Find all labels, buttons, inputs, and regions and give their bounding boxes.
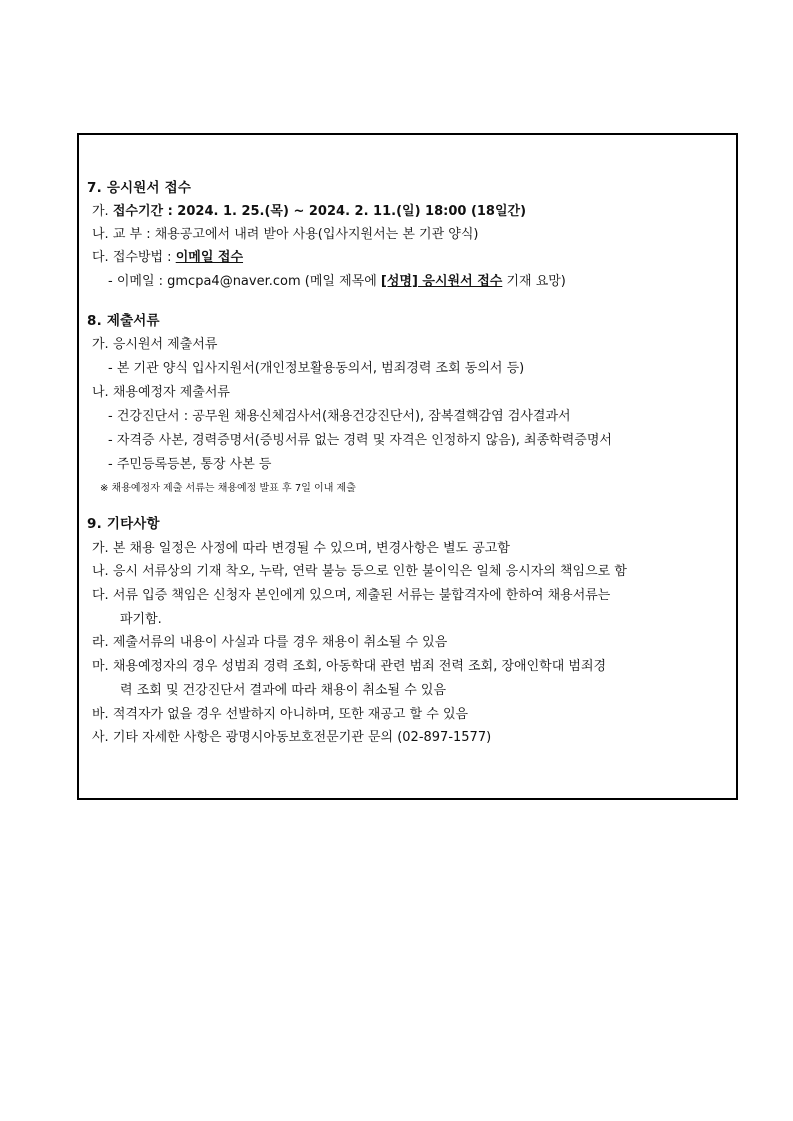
receipt-period-value: 접수기간 : 2024. 1. 25.(목) ~ 2024. 2. 11.(일) 18:00 (18일간) <box>112 204 527 219</box>
section-8-heading: 8. 제출서류 <box>87 313 160 329</box>
s9-item-5-cont: 력 조회 및 건강진단서 결과에 따라 채용이 취소될 수 있음 <box>120 683 447 698</box>
s8-item-2-detail-2: - 자격증 사본, 경력증명서(증빙서류 없는 경력 및 자격은 인정하지 않음), 최종학력증명서 <box>108 433 612 448</box>
s9-item-1: 가. 본 채용 일정은 사정에 따라 변경될 수 있으며, 변경사항은 별도 공고함 <box>92 541 510 556</box>
s9-item-6: 바. 적격자가 없을 경우 선발하지 아니하며, 또한 재공고 할 수 있음 <box>92 707 469 722</box>
section-9-heading: 9. 기타사항 <box>87 516 160 532</box>
s9-item-3-cont: 파기함. <box>120 612 162 627</box>
s7-receipt-period: 가. 접수기간 : 2024. 1. 25.(목) ~ 2024. 2. 11.(일) 18:00 (18일간) <box>92 204 527 219</box>
s8-item-2-detail-1: - 건강진단서 : 공무원 채용신체검사서(채용건강진단서), 잠복결핵감염 검사결과서 <box>108 409 571 424</box>
s9-item-5: 마. 채용예정자의 경우 성범죄 경력 조회, 아동학대 관련 범죄 전력 조회, 장애인학대 범죄경 <box>92 659 607 674</box>
s7-email: - 이메일 : gmcpa4@naver.com (메일 제목에 [성명] 응시원서 접수 기재 요망) <box>108 274 566 289</box>
s9-item-7: 사. 기타 자세한 사항은 광명시아동보호전문기관 문의 (02-897-1577) <box>92 730 492 745</box>
content-box <box>77 133 738 800</box>
section-7-heading: 7. 응시원서 접수 <box>87 180 192 196</box>
s9-item-3: 다. 서류 입증 책임은 신청자 본인에게 있으며, 제출된 서류는 불합격자에 한하여 채용서류는 <box>92 588 611 603</box>
method-value: 이메일 접수 <box>175 250 244 265</box>
s9-item-2: 나. 응시 서류상의 기재 착오, 누락, 연락 불능 등으로 인한 불이익은 일체 응시자의 책임으로 함 <box>92 564 627 579</box>
s7-method: 다. 접수방법 : 이메일 접수 <box>92 250 244 265</box>
s8-note: ※ 채용예정자 제출 서류는 채용예정 발표 후 7일 이내 제출 <box>100 483 356 494</box>
s8-item-2-detail-3: - 주민등록등본, 통장 사본 등 <box>108 457 272 472</box>
s7-distribution: 나. 교 부 : 채용공고에서 내려 받아 사용(입사지원서는 본 기관 양식) <box>92 227 479 242</box>
email-subject-format: [성명] 응시원서 접수 <box>380 274 503 289</box>
s8-item-2: 나. 채용예정자 제출서류 <box>92 385 230 400</box>
s8-item-1: 가. 응시원서 제출서류 <box>92 337 218 352</box>
s8-item-1-detail: - 본 기관 양식 입사지원서(개인정보활용동의서, 범죄경력 조회 동의서 등) <box>108 361 525 376</box>
s9-item-4: 라. 제출서류의 내용이 사실과 다를 경우 채용이 취소될 수 있음 <box>92 635 448 650</box>
